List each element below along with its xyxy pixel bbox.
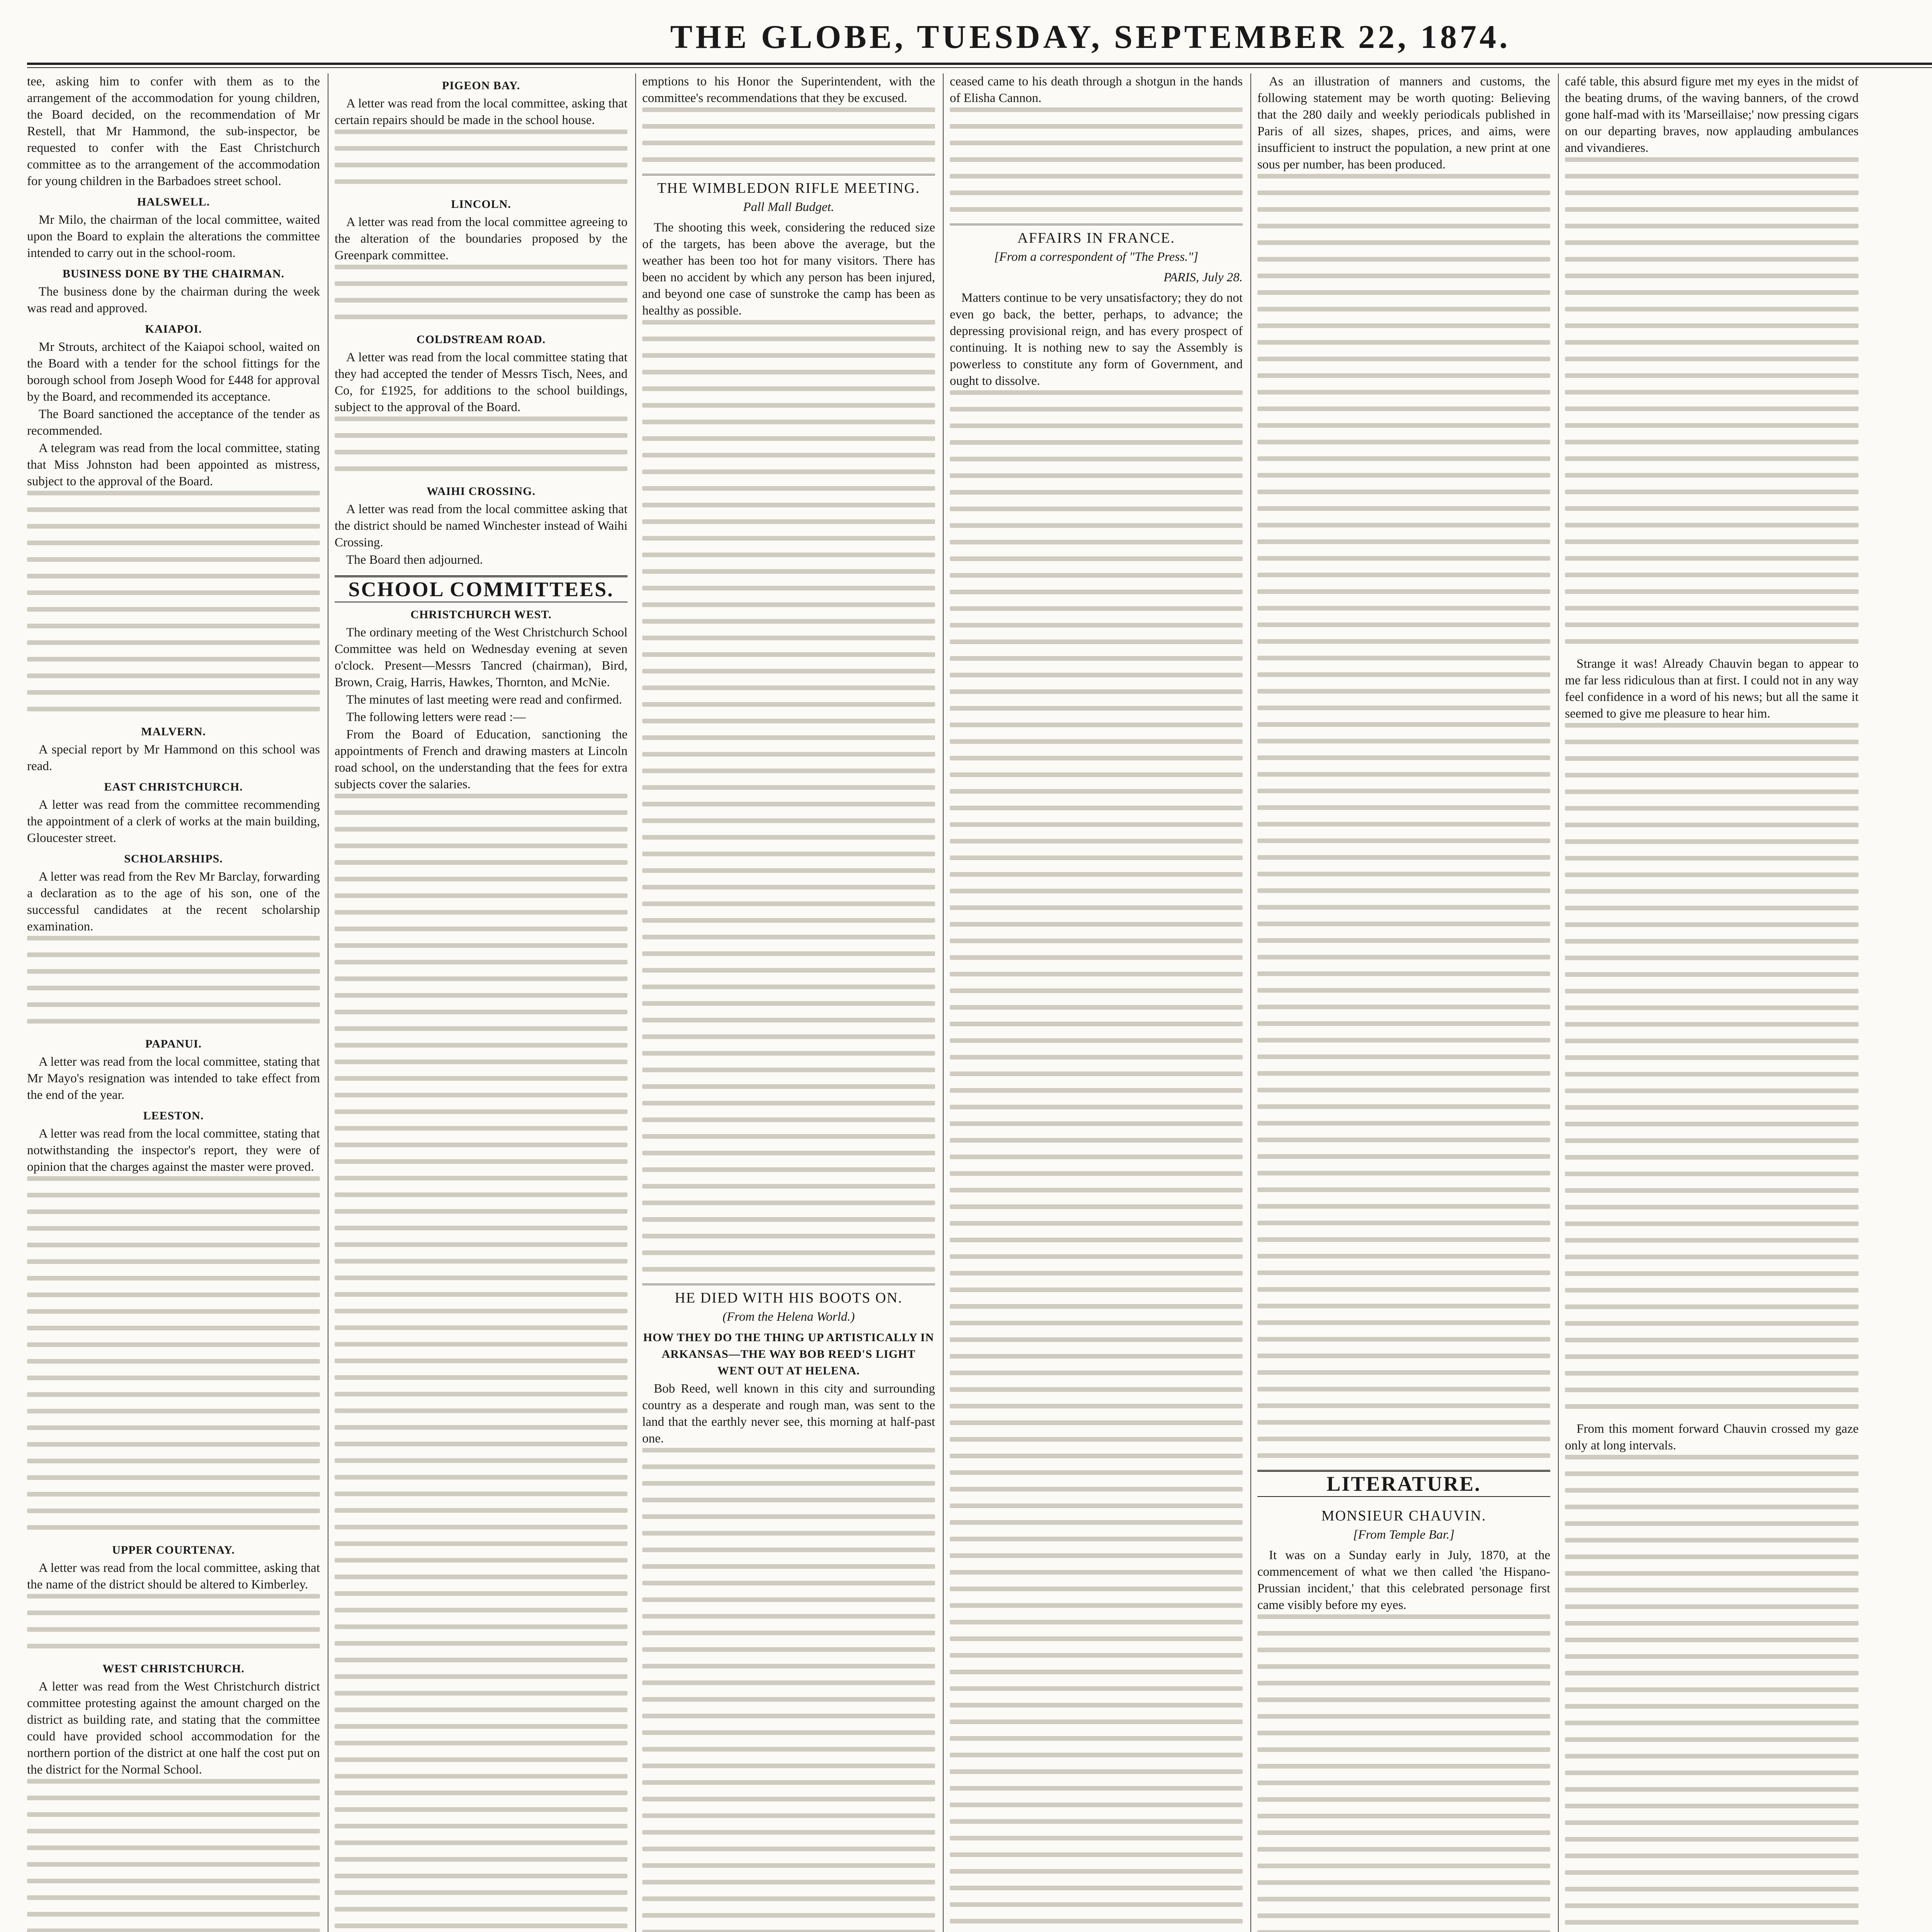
text-lines	[335, 265, 628, 319]
paragraph: Matters continue to be very unsatisfactory; they do not even go back, the better, perhaps, to advance; the depressing provisional reign, and has every prospect of continuing. It is nothing new to say the Assembly is powerless to constitute any form of Government, and ought to dissolve.	[950, 291, 1243, 388]
paragraph: A telegram was read from the local committee, stating that Miss Johnston had been appointed as mistress, subject to the approval of the Board.	[27, 441, 320, 488]
masthead-title: THE GLOBE, TUESDAY, SEPTEMBER 22, 1874.	[670, 18, 1511, 55]
article-title: THE WIMBLEDON RIFLE MEETING.	[642, 174, 935, 197]
subhead: COLDSTREAM ROAD.	[416, 333, 546, 346]
text-lines	[1565, 723, 1859, 1409]
text-lines	[950, 107, 1243, 212]
paragraph: Mr Milo, the chairman of the local committee, waited upon the Board to explain the alterations the committee intended to carry out in the school-room.	[27, 213, 320, 260]
paragraph: Mr Strouts, architect of the Kaiapoi school, waited on the Board with a tender for the school fittings for the borough school from Joseph Wood for £448 for approval by the Board, and recommended its acceptance.	[27, 340, 320, 404]
byline: [From Temple Bar.]	[1353, 1528, 1455, 1542]
column-rule	[1250, 73, 1251, 1932]
column-rule	[635, 73, 636, 1932]
paragraph: The minutes of last meeting were read and confirmed.	[346, 693, 622, 707]
masthead-rule	[27, 63, 1932, 65]
column-2	[335, 73, 628, 1932]
subhead: WEST CHRISTCHURCH.	[102, 1662, 245, 1675]
paragraph: A letter was read from the local committee, asking that the name of the district should be altered to Kimberley.	[27, 1561, 320, 1592]
subhead: LEESTON.	[143, 1109, 204, 1122]
subhead: HOW THEY DO THE THING UP ARTISTICALLY IN ARKANSAS—THE WAY BOB REED'S LIGHT WENT OUT AT HELENA.	[643, 1331, 934, 1377]
masthead	[27, 15, 1932, 58]
subhead: HALSWELL.	[137, 196, 210, 208]
text-lines	[27, 936, 320, 1024]
column-rule	[1558, 73, 1559, 1932]
paragraph: A letter was read from the local committee asking that the district should be named Winchester instead of Waihi Crossing.	[335, 502, 628, 549]
byline: (From the Helena World.)	[722, 1310, 855, 1324]
subhead: MALVERN.	[141, 725, 206, 738]
masthead-rule-thin	[27, 67, 1932, 68]
subhead: LINCOLN.	[451, 198, 511, 211]
paragraph: From this moment forward Chauvin crossed my gaze only at long intervals.	[1565, 1422, 1859, 1452]
paragraph: The following letters were read :—	[346, 710, 526, 724]
paragraph: A letter was read from the committee recommending the appointment of a clerk of works at the main building, Gloucester street.	[27, 798, 320, 845]
text-lines	[335, 129, 628, 184]
subhead: SCHOLARSHIPS.	[124, 852, 223, 865]
subhead: BUSINESS DONE BY THE CHAIRMAN.	[62, 267, 285, 280]
paragraph: The Board sanctioned the acceptance of the tender as recommended.	[27, 407, 320, 438]
text-lines	[27, 1779, 320, 1932]
paragraph: Strange it was! Already Chauvin began to appear to me far less ridiculous than at first. I could not in any way feel confidence in a word of his news; but all the same it seemed to give me pleasure to hear him.	[1565, 657, 1859, 721]
paragraph: ceased came to his death through a shotgun in the hands of Elisha Cannon.	[950, 75, 1243, 105]
subhead: CHRISTCHURCH WEST.	[410, 608, 552, 621]
paragraph: The shooting this week, considering the reduced size of the targets, has been above the average, but the weather has been too hot for many visitors. There has been no accident by which any person has been injured, and beyond one case of sunstroke the camp has been as healthy as possible.	[642, 221, 935, 318]
column-6	[1565, 73, 1859, 1932]
paragraph: A letter was read from the local committee, stating that Mr Mayo's resignation was intended to take effect from the end of the year.	[27, 1055, 320, 1102]
paragraph: café table, this absurd figure met my eyes in the midst of the beating drums, of the waving banners, of the crowd gone half-mad with its 'Marseillaise;' now pressing cigars on our departing braves, now applauding ambulances and vivandieres.	[1565, 75, 1859, 155]
column-1	[27, 73, 320, 1932]
byline: Pall Mall Budget.	[743, 200, 834, 214]
byline: [From a correspondent of "The Press."]	[994, 250, 1199, 264]
column-3	[642, 73, 935, 1932]
paragraph: A special report by Mr Hammond on this school was read.	[27, 743, 320, 773]
paragraph: A letter was read from the local committee agreeing to the alteration of the boundaries proposed by the Greenpark committee.	[335, 215, 628, 262]
dateline: PARIS, July 28.	[1163, 270, 1243, 284]
paragraph: A letter was read from the local committee stating that they had accepted the tender of Messrs Tisch, Nees, and Co, for £1925, for additions to the school buildings, subject to the approval of the Board.	[335, 350, 628, 414]
text-lines	[642, 107, 935, 162]
article-title: HE DIED WITH HIS BOOTS ON.	[642, 1284, 935, 1306]
subhead: PAPANUI.	[145, 1037, 202, 1050]
paragraph: The ordinary meeting of the West Christchurch School Committee was held on Wednesday evening at seven o'clock. Present—Messrs Tancred (chairman), Bird, Brown, Craig, Harris, Hawkes, Thornton, and McNie.	[335, 626, 628, 689]
column-rule	[943, 73, 944, 1932]
text-lines	[642, 1448, 935, 1932]
text-lines	[1257, 1614, 1550, 1932]
paragraph: The Board then adjourned.	[346, 553, 483, 567]
paragraph: A letter was read from the local committee, stating that notwithstanding the inspector's report, they were of opinion that the charges against the master were proved.	[27, 1127, 320, 1174]
article-title: MONSIEUR CHAUVIN.	[1321, 1508, 1486, 1524]
text-lines	[27, 1176, 320, 1530]
section-title: LITERATURE.	[1257, 1470, 1550, 1497]
subhead: UPPER COURTENAY.	[112, 1544, 235, 1556]
subhead: WAIHI CROSSING.	[427, 485, 536, 498]
paragraph: A letter was read from the West Christchurch district committee protesting against the amount charged on the district as building rate, and stating that the committee could have provided school accommodation for the northern portion of the district at one half the cost put on the district for the Normal School.	[27, 1680, 320, 1777]
paragraph: A letter was read from the Rev Mr Barclay, forwarding a declaration as to the age of his son, one of the successful candidates at the recent scholarship examination.	[27, 870, 320, 934]
column-5	[1257, 73, 1550, 1932]
text-lines	[1257, 174, 1550, 1458]
subhead: KAIAPOI.	[145, 323, 202, 335]
text-lines	[335, 417, 628, 471]
text-lines	[335, 794, 628, 1932]
section-title: SCHOOL COMMITTEES.	[335, 575, 628, 602]
text-lines	[27, 1594, 320, 1648]
article-title: AFFAIRS IN FRANCE.	[950, 224, 1243, 247]
paragraph: Bob Reed, well known in this city and surrounding country as a desperate and rough man, was sent to the land that the earthly never see, this morning at half-past one.	[642, 1382, 935, 1446]
text-lines	[27, 491, 320, 711]
subhead: PIGEON BAY.	[442, 79, 520, 92]
paragraph: emptions to his Honor the Superintendent, with the committee's recommendations that they be excused.	[642, 75, 935, 105]
paragraph: A letter was read from the local committee, asking that certain repairs should be made in the school house.	[335, 97, 628, 127]
paragraph: As an illustration of manners and customs, the following statement may be worth quoting: Believing that the 280 daily and weekly periodicals published in Paris of all sizes, shapes, prices, and aims, were insufficient to instruct the population, a new print at one sous per number, has been produced.	[1257, 75, 1550, 172]
paragraph: The business done by the chairman during the week was read and approved.	[27, 285, 320, 315]
text-lines	[1565, 157, 1859, 644]
paragraph: From the Board of Education, sanctioning the appointments of French and drawing masters at Lincoln road school, on the understanding that the fees for extra subjects cover the salaries.	[335, 728, 628, 791]
paragraph: It was on a Sunday early in July, 1870, at the commencement of what we then called 'the Hispano-Prussian incident,' that this celebrated personage first came visibly before my eyes.	[1257, 1548, 1550, 1612]
text-lines	[1565, 1455, 1859, 1932]
newspaper-page	[27, 15, 1932, 1932]
text-lines	[950, 390, 1243, 1932]
text-lines	[642, 320, 935, 1272]
paragraph: tee, asking him to confer with them as to the arrangement of the accommodation for young children, the Board decided, on the recommendation of Mr Restell, that Mr Hammond, the sub-inspector, be requested to confer with the East Christchurch committee as to the arrangement of the accommodation for young children in the Barbadoes street school.	[27, 75, 320, 188]
columns	[27, 73, 1932, 1932]
subhead: EAST CHRISTCHURCH.	[104, 781, 243, 793]
column-4	[950, 73, 1243, 1932]
